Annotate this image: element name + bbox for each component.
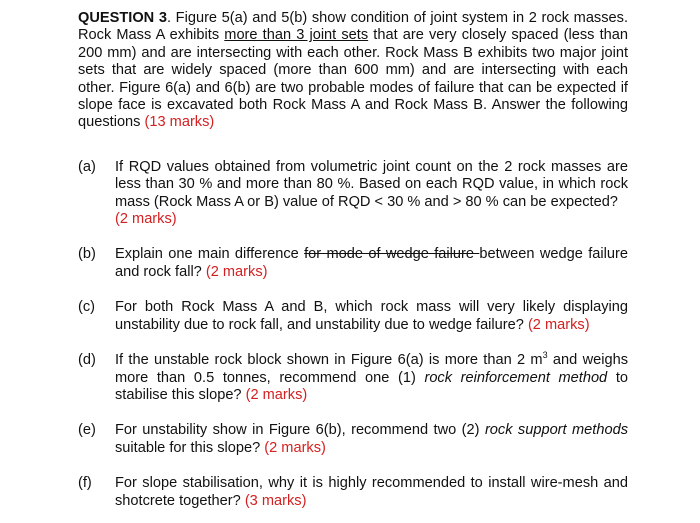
part-f xyxy=(78,475,628,510)
part-a-text: If RQD values obtained from volumetric joint count on the 2 rock masses are less than 30 % and more than 80 %. Based on each RQD value, in which rock mass (Rock Mass A or B) value of RQD < 30 % and > 80 % can be expected? xyxy=(115,158,628,210)
question-total-marks: (13 marks) xyxy=(144,114,215,131)
part-f-text: For slope stabilisation, why it is highly recommended to install wire-mesh and shotcrete together? xyxy=(115,475,628,509)
question-page xyxy=(78,10,628,510)
part-c-label: (c) xyxy=(78,299,96,316)
part-e-italic-text: rock support methods xyxy=(484,422,628,439)
part-e-text-1: For unstability show in Figure 6(b), recommend two (2) xyxy=(115,422,485,439)
part-a xyxy=(78,159,628,229)
intro-text-part-1: . Figure 5(a) and 5(b) show condition of joint system in 2 rock masses. Rock Mass A exhibits xyxy=(78,10,628,44)
part-a-label: (a) xyxy=(78,158,96,175)
part-b-text-1: Explain one main difference xyxy=(115,246,305,263)
part-d-superscript: 3 xyxy=(542,350,548,361)
part-d-italic-text: rock reinforcement method xyxy=(424,369,608,386)
part-d-text-2: and weighs more than 0.5 tonnes, recommend one (1) xyxy=(115,352,629,386)
intro-text-part-2: that are very closely spaced (less than 200 mm) and are intersecting with each other. Rock Mass B exhibits two major joint sets that are widely spaced (more than 600 mm) and are intersecting with each other. Figure 6(a) and 6(b) are two probable modes of failure that can be expected if slope face is excavated both Rock Mass A and Rock Mass B. Answer the following questions xyxy=(78,27,628,131)
part-f-marks: (3 marks) xyxy=(244,492,307,509)
intro-underlined-text: more than 3 joint sets xyxy=(224,27,369,44)
part-b xyxy=(78,246,628,281)
part-e-text-2: suitable for this slope? xyxy=(115,439,265,456)
part-e-label: (e) xyxy=(78,422,96,439)
part-e xyxy=(78,422,628,457)
part-c-marks: (2 marks) xyxy=(527,316,590,333)
part-d-label: (d) xyxy=(78,352,96,369)
part-e-marks: (2 marks) xyxy=(264,439,326,456)
part-d-text-1: If the unstable rock block shown in Figure 6(a) is more than 2 m xyxy=(115,352,543,369)
part-a-marks: (2 marks) xyxy=(115,211,177,228)
part-b-label: (b) xyxy=(78,246,96,263)
part-d-text-3: to stabilise this slope? xyxy=(115,369,628,403)
question-title: QUESTION 3 xyxy=(78,10,167,26)
question-intro xyxy=(78,10,628,132)
part-d-marks: (2 marks) xyxy=(245,386,308,403)
part-d xyxy=(78,352,628,404)
part-b-struck-text: for mode of wedge failure xyxy=(304,246,480,263)
part-c-text: For both Rock Mass A and B, which rock mass will very likely displaying unstability due to rock fall, and unstability due to wedge failure? xyxy=(115,299,628,333)
part-b-text-2: between wedge failure and rock fall? xyxy=(115,246,629,280)
part-c xyxy=(78,299,628,334)
part-f-label: (f) xyxy=(78,475,92,492)
part-b-marks: (2 marks) xyxy=(205,263,268,280)
